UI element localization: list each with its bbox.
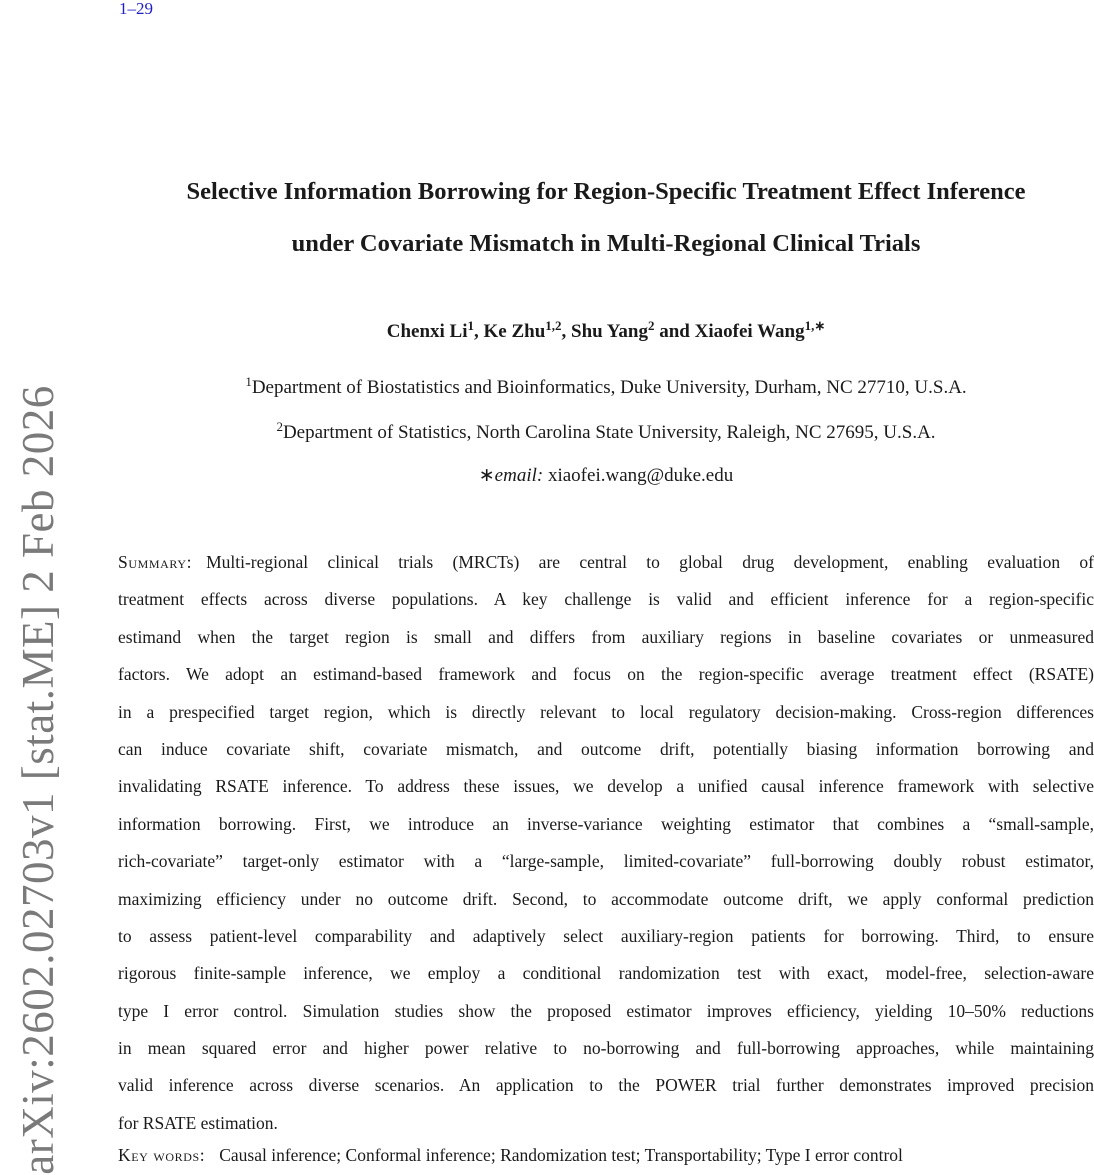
abstract-line: invalidating RSATE inference. To address these issues, we develop a unified causal inference framework with selective: [118, 776, 1094, 797]
author-name: Chenxi Li: [386, 321, 468, 342]
keywords-label: Key words:: [118, 1145, 206, 1165]
affiliation-2: [118, 419, 1094, 444]
abstract-line: valid inference across diverse scenarios. An application to the POWER trial further demonstrates improved precision: [118, 1075, 1094, 1096]
affiliation-marker: 2: [276, 419, 283, 434]
affiliation-text: Department of Biostatistics and Bioinformatics, Duke University, Durham, NC 27710, U.S.A.: [251, 377, 967, 398]
abstract-line: can induce covariate shift, covariate mismatch, and outcome drift, potentially biasing information borrowing and: [118, 738, 1094, 759]
abstract-line: factors. We adopt an estimand-based framework and focus on the region-specific average treatment effect (RSATE): [118, 664, 1094, 685]
abstract-line: estimand when the target region is small and differs from auxiliary regions in baseline covariates or unmeasured: [118, 626, 1094, 647]
abstract-line: treatment effects across diverse populations. A key challenge is valid and efficient inference for a region-specific: [118, 589, 1094, 610]
paper-title: [118, 166, 1094, 270]
abstract-label: Summary:: [118, 552, 193, 572]
keywords-text: Causal inference; Conformal inference; Randomization test; Transportability; Type I error control: [219, 1145, 903, 1165]
abstract: [118, 544, 1094, 1142]
abstract-line-text: Multi-regional clinical trials (MRCTs) are central to global drug development, enabling evaluation of: [206, 552, 1094, 572]
abstract-line: type I error control. Simulation studies show the proposed estimator improves efficiency, yielding 10–50% reductions: [118, 1000, 1094, 1021]
abstract-line: to assess patient-level comparability and adaptively select auxiliary-region patients for borrowing. Third, to ensure: [118, 925, 1094, 946]
abstract-line: rich-covariate” target-only estimator with a “large-sample, limited-covariate” full-borrowing doubly robust estimator,: [118, 851, 1094, 872]
author-separator: and: [654, 321, 695, 342]
abstract-line: in mean squared error and higher power relative to no-borrowing and full-borrowing approaches, while maintaining: [118, 1038, 1094, 1059]
abstract-line: rigorous finite-sample inference, we employ a conditional randomization test with exact, model-free, selection-aware: [118, 963, 1094, 984]
author-affiliation-marker: 1,∗: [804, 318, 826, 333]
keywords: [118, 1145, 1094, 1166]
corresponding-email: [118, 464, 1094, 487]
page-range: 1–29: [119, 0, 153, 18]
author-separator: ,: [474, 321, 484, 342]
abstract-line: maximizing efficiency under no outcome drift. Second, to accommodate outcome drift, we apply conformal prediction: [118, 888, 1094, 909]
author-name: Xiaofei Wang: [694, 321, 805, 342]
affiliation-1: [118, 374, 1094, 399]
author-name: Shu Yang: [571, 321, 648, 342]
author-separator: ,: [561, 321, 572, 342]
email-marker: ∗: [478, 465, 495, 486]
author-affiliation-marker: 2: [647, 318, 655, 333]
title-line-2: under Covariate Mismatch in Multi-Regional Clinical Trials: [291, 230, 921, 257]
author-list: [118, 318, 1094, 343]
abstract-line: information borrowing. First, we introduce an inverse-variance weighting estimator that combines a “small-sample,: [118, 813, 1094, 834]
abstract-line: [118, 544, 1094, 581]
email-label: email:: [494, 465, 544, 486]
author-affiliation-marker: 1,2: [545, 318, 562, 333]
author-affiliation-marker: 1: [467, 318, 475, 333]
title-line-1: Selective Information Borrowing for Region-Specific Treatment Effect Inference: [186, 178, 1026, 205]
affiliation-marker: 1: [245, 374, 252, 389]
abstract-line: in a prespecified target region, which is directly relevant to local regulatory decision-making. Cross-region differences: [118, 701, 1094, 722]
affiliation-text: Department of Statistics, North Carolina State University, Raleigh, NC 27695, U.S.A.: [282, 422, 936, 443]
abstract-line: for RSATE estimation.: [118, 1112, 278, 1133]
arxiv-side-stamp: arXiv:2602.02703v1 [stat.ME] 2 Feb 2026: [13, 385, 63, 1175]
email-address[interactable]: xiaofei.wang@duke.edu: [547, 465, 734, 486]
author-name: Ke Zhu: [483, 321, 546, 342]
